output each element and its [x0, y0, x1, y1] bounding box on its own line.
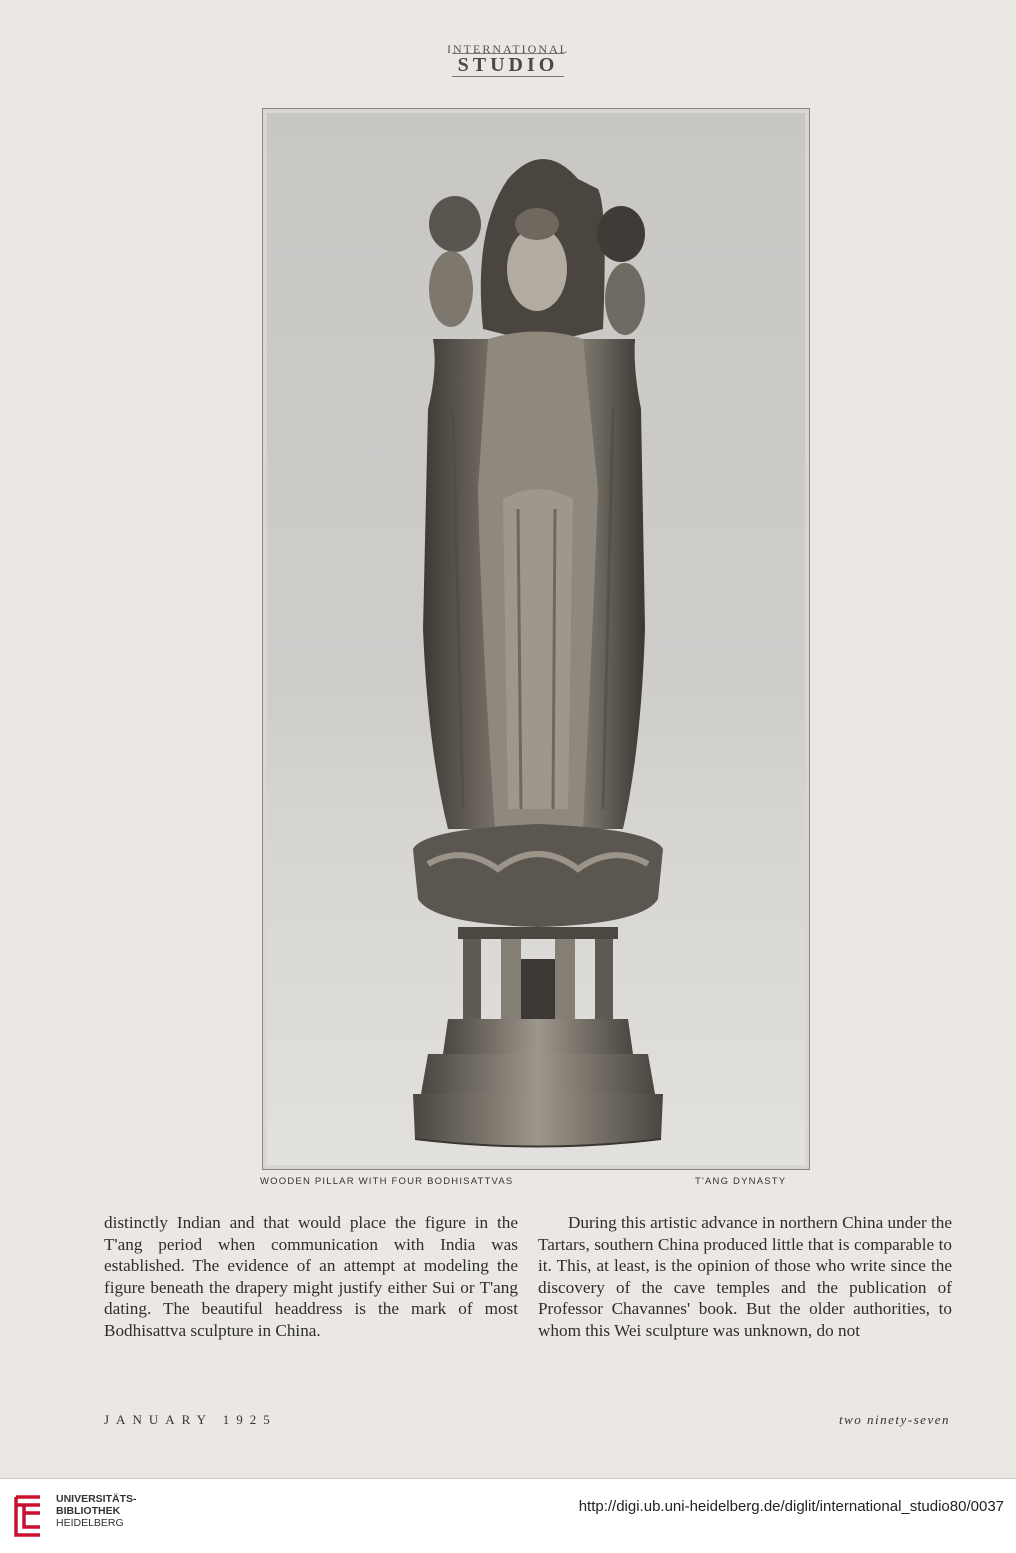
caption-period: T'ANG DYNASTY: [695, 1176, 787, 1187]
footer-page-number: two ninety-seven: [839, 1412, 950, 1427]
bodhisattva-pillar-illustration: [263, 109, 809, 1169]
library-name-line2: BIBLIOTHEK: [56, 1505, 121, 1517]
text-column-left: distinctly Indian and that would place the figure in the T'ang period when communication with India was established. The evidence of an attempt at modeling the figure beneath the drapery might justify either Sui or T'ang dating. The beautiful headdress is the mark of most Bodhisattva sculpture in China.: [104, 1213, 518, 1340]
library-name-line3: HEIDELBERG: [56, 1517, 124, 1529]
masthead-title: [0, 54, 1016, 77]
caption-title: WOODEN PILLAR WITH FOUR BODHISATTVAS: [260, 1176, 514, 1187]
library-footer-bar: [0, 1478, 1016, 1553]
masthead-top-line: INTERNATIONAL: [447, 42, 569, 56]
footer-date: JANUARY 1925: [104, 1412, 277, 1427]
text-column-right: During this artistic advance in northern China under the Tartars, southern China produced little that is comparable to it. This, at least, is the opinion of those who write since the discovery of the cave temples and the publication of Professor Chavannes' book. But the older authorities, to whom this Wei sculpture was unknown, do not: [538, 1213, 952, 1340]
library-name: [56, 1493, 137, 1529]
university-library-logo-icon: [12, 1491, 48, 1541]
sculpture-photograph: [262, 108, 810, 1170]
masthead-title-text: STUDIO: [452, 53, 565, 77]
library-name-line1: UNIVERSITÄTS-: [56, 1493, 137, 1505]
source-url-link[interactable]: http://digi.ub.uni-heidelberg.de/diglit/international_studio80/0037: [578, 1498, 1004, 1515]
